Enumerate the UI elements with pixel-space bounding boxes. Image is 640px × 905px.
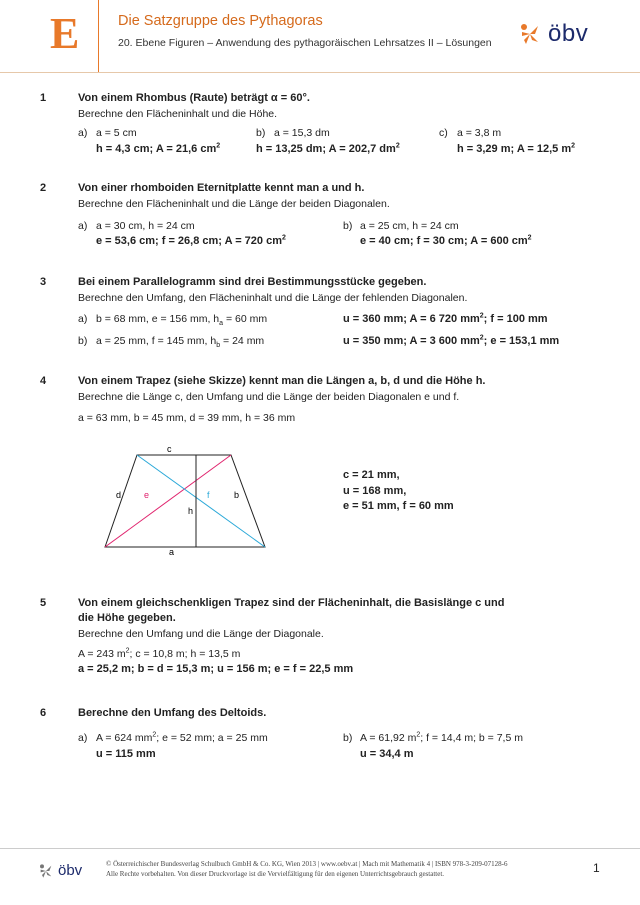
part-label: b) (343, 732, 353, 744)
given-values: a = 25 cm, h = 24 cm (360, 220, 459, 232)
diagonal-e (105, 455, 231, 547)
label-b: b (234, 490, 240, 500)
task-instruction: Berechne den Flächeninhalt und die Länge der beiden Diagonalen. (78, 198, 390, 210)
oebv-star-icon (518, 22, 542, 46)
brand-logo (518, 20, 588, 48)
answer: u = 34,4 m (360, 748, 414, 760)
task-question-cont: die Höhe gegeben. (78, 612, 176, 624)
footer-rule (0, 848, 640, 849)
header-rule (0, 72, 640, 73)
task-instruction: Berechne die Länge c, den Umfang und die Länge der beiden Diagonalen e und f. (78, 391, 460, 403)
task-question: Von einem Rhombus (Raute) beträgt α = 60°. (78, 92, 310, 104)
oebv-star-icon (38, 863, 54, 879)
label-c: c (167, 444, 172, 454)
answer: e = 53,6 cm; f = 26,8 cm; A = 720 $cm^2$ (96, 234, 286, 247)
answer: h = 3,29 m; A = 12,5 $m^2$ (457, 142, 576, 155)
brand-name: öbv (548, 20, 589, 47)
label-a: a (169, 547, 175, 557)
answer-line: e = 51 mm, f = 60 mm (343, 500, 454, 512)
task-number: 2 (40, 182, 47, 194)
given-values: a = 3,8 m (457, 127, 502, 139)
given-values: a = 30 cm, h = 24 cm (96, 220, 195, 232)
answer: h = 4,3 cm; A = 21,6 $cm^2$ (96, 142, 221, 155)
given-values: a = 25 mm, f = 145 mm, $h_b = 24$ mm (96, 335, 265, 350)
task-question: Von einem gleichschenkligen Trapez sind der Flächeninhalt, die Basislänge c und (78, 597, 505, 609)
label-e: e (144, 490, 150, 500)
task-instruction: Berechne den Umfang und die Länge der Diagonale. (78, 628, 324, 640)
page-number: 1 (593, 861, 600, 875)
answer: h = 13,25 dm; A = 202,7 $dm^2$ (256, 142, 400, 155)
task-number: 6 (40, 707, 47, 719)
given-values: b = 68 mm, e = 156 mm, $h_a = 60$ mm (96, 313, 268, 328)
part-label: a) (78, 220, 88, 232)
task-question: Von einem Trapez (siehe Skizze) kennt man die Längen a, b, d und die Höhe h. (78, 375, 486, 387)
header-divider (98, 0, 99, 72)
task-question: Bei einem Parallelogramm sind drei Bestimmungsstücke gegeben. (78, 276, 427, 288)
label-f: f (207, 490, 210, 500)
given-values: A = 243 $m^2$; c = 10,8 m; h = 13,5 m (78, 647, 241, 660)
task-number: 4 (40, 375, 47, 387)
answer-line: c = 21 mm, (343, 469, 400, 481)
label-d: d (116, 490, 122, 500)
answer: u = 360 mm; A = 6 720 $mm^2$; f = 100 mm (343, 312, 548, 325)
page-subtitle: 20. Ebene Figuren – Anwendung des pythagoräischen Lehrsatzes II – Lösungen (118, 37, 492, 49)
task-question: Berechne den Umfang des Deltoids. (78, 707, 267, 719)
chapter-badge: E (50, 9, 80, 58)
answer: u = 350 mm; A = 3 600 $mm^2$; e = 153,1 mm (343, 334, 560, 347)
part-label: b) (78, 335, 88, 347)
task-question: Von einer rhomboiden Eternitplatte kennt man a und h. (78, 182, 365, 194)
diagonal-f (137, 455, 265, 547)
task-number: 3 (40, 276, 47, 288)
task-instruction: Berechne den Flächeninhalt und die Höhe. (78, 108, 278, 120)
footer-logo (38, 862, 82, 879)
given-values: A = 61,92 $m^2$; f = 14,4 m; b = 7,5 m (360, 731, 523, 744)
given-values: A = 624 $mm^2$; e = 52 mm; a = 25 mm (96, 731, 268, 744)
page-title: Die Satzgruppe des Pythagoras (118, 13, 323, 29)
part-label: c) (439, 127, 448, 139)
task-number: 1 (40, 92, 47, 104)
part-label: b) (256, 127, 266, 139)
answer-line: u = 168 mm, (343, 485, 407, 497)
label-h: h (188, 506, 194, 516)
part-label: a) (78, 313, 88, 325)
trapezoid-sketch (96, 440, 276, 560)
answer: u = 115 mm (96, 748, 156, 760)
part-label: a) (78, 127, 88, 139)
given-values: a = 63 mm, b = 45 mm, d = 39 mm, h = 36 mm (78, 412, 296, 424)
task-number: 5 (40, 597, 47, 609)
part-label: b) (343, 220, 353, 232)
part-label: a) (78, 732, 88, 744)
trapezoid-outline (105, 455, 265, 547)
footer-copyright: © Österreichischer Bundesverlag Schulbuch GmbH & Co. KG, Wien 2013 | www.oebv.at | Mach mit Mathematik 4 | ISBN 978-3-209-07128-6 Alle Rechte vorbehalten. Von dieser Druckvorlage ist die Vervielfältigung für den eigenen Unterrichtsgebrauch gestattet. (106, 860, 508, 878)
answer: a = 25,2 m; b = d = 15,3 m; u = 156 m; e = f = 22,5 mm (78, 663, 354, 675)
given-values: a = 5 cm (96, 127, 137, 139)
footer-brand: öbv (58, 862, 83, 879)
task-instruction: Berechne den Umfang, den Flächeninhalt und die Länge der fehlenden Diagonalen. (78, 292, 468, 304)
given-values: a = 15,3 dm (274, 127, 330, 139)
answer: e = 40 cm; f = 30 cm; A = 600 $cm^2$ (360, 234, 532, 247)
